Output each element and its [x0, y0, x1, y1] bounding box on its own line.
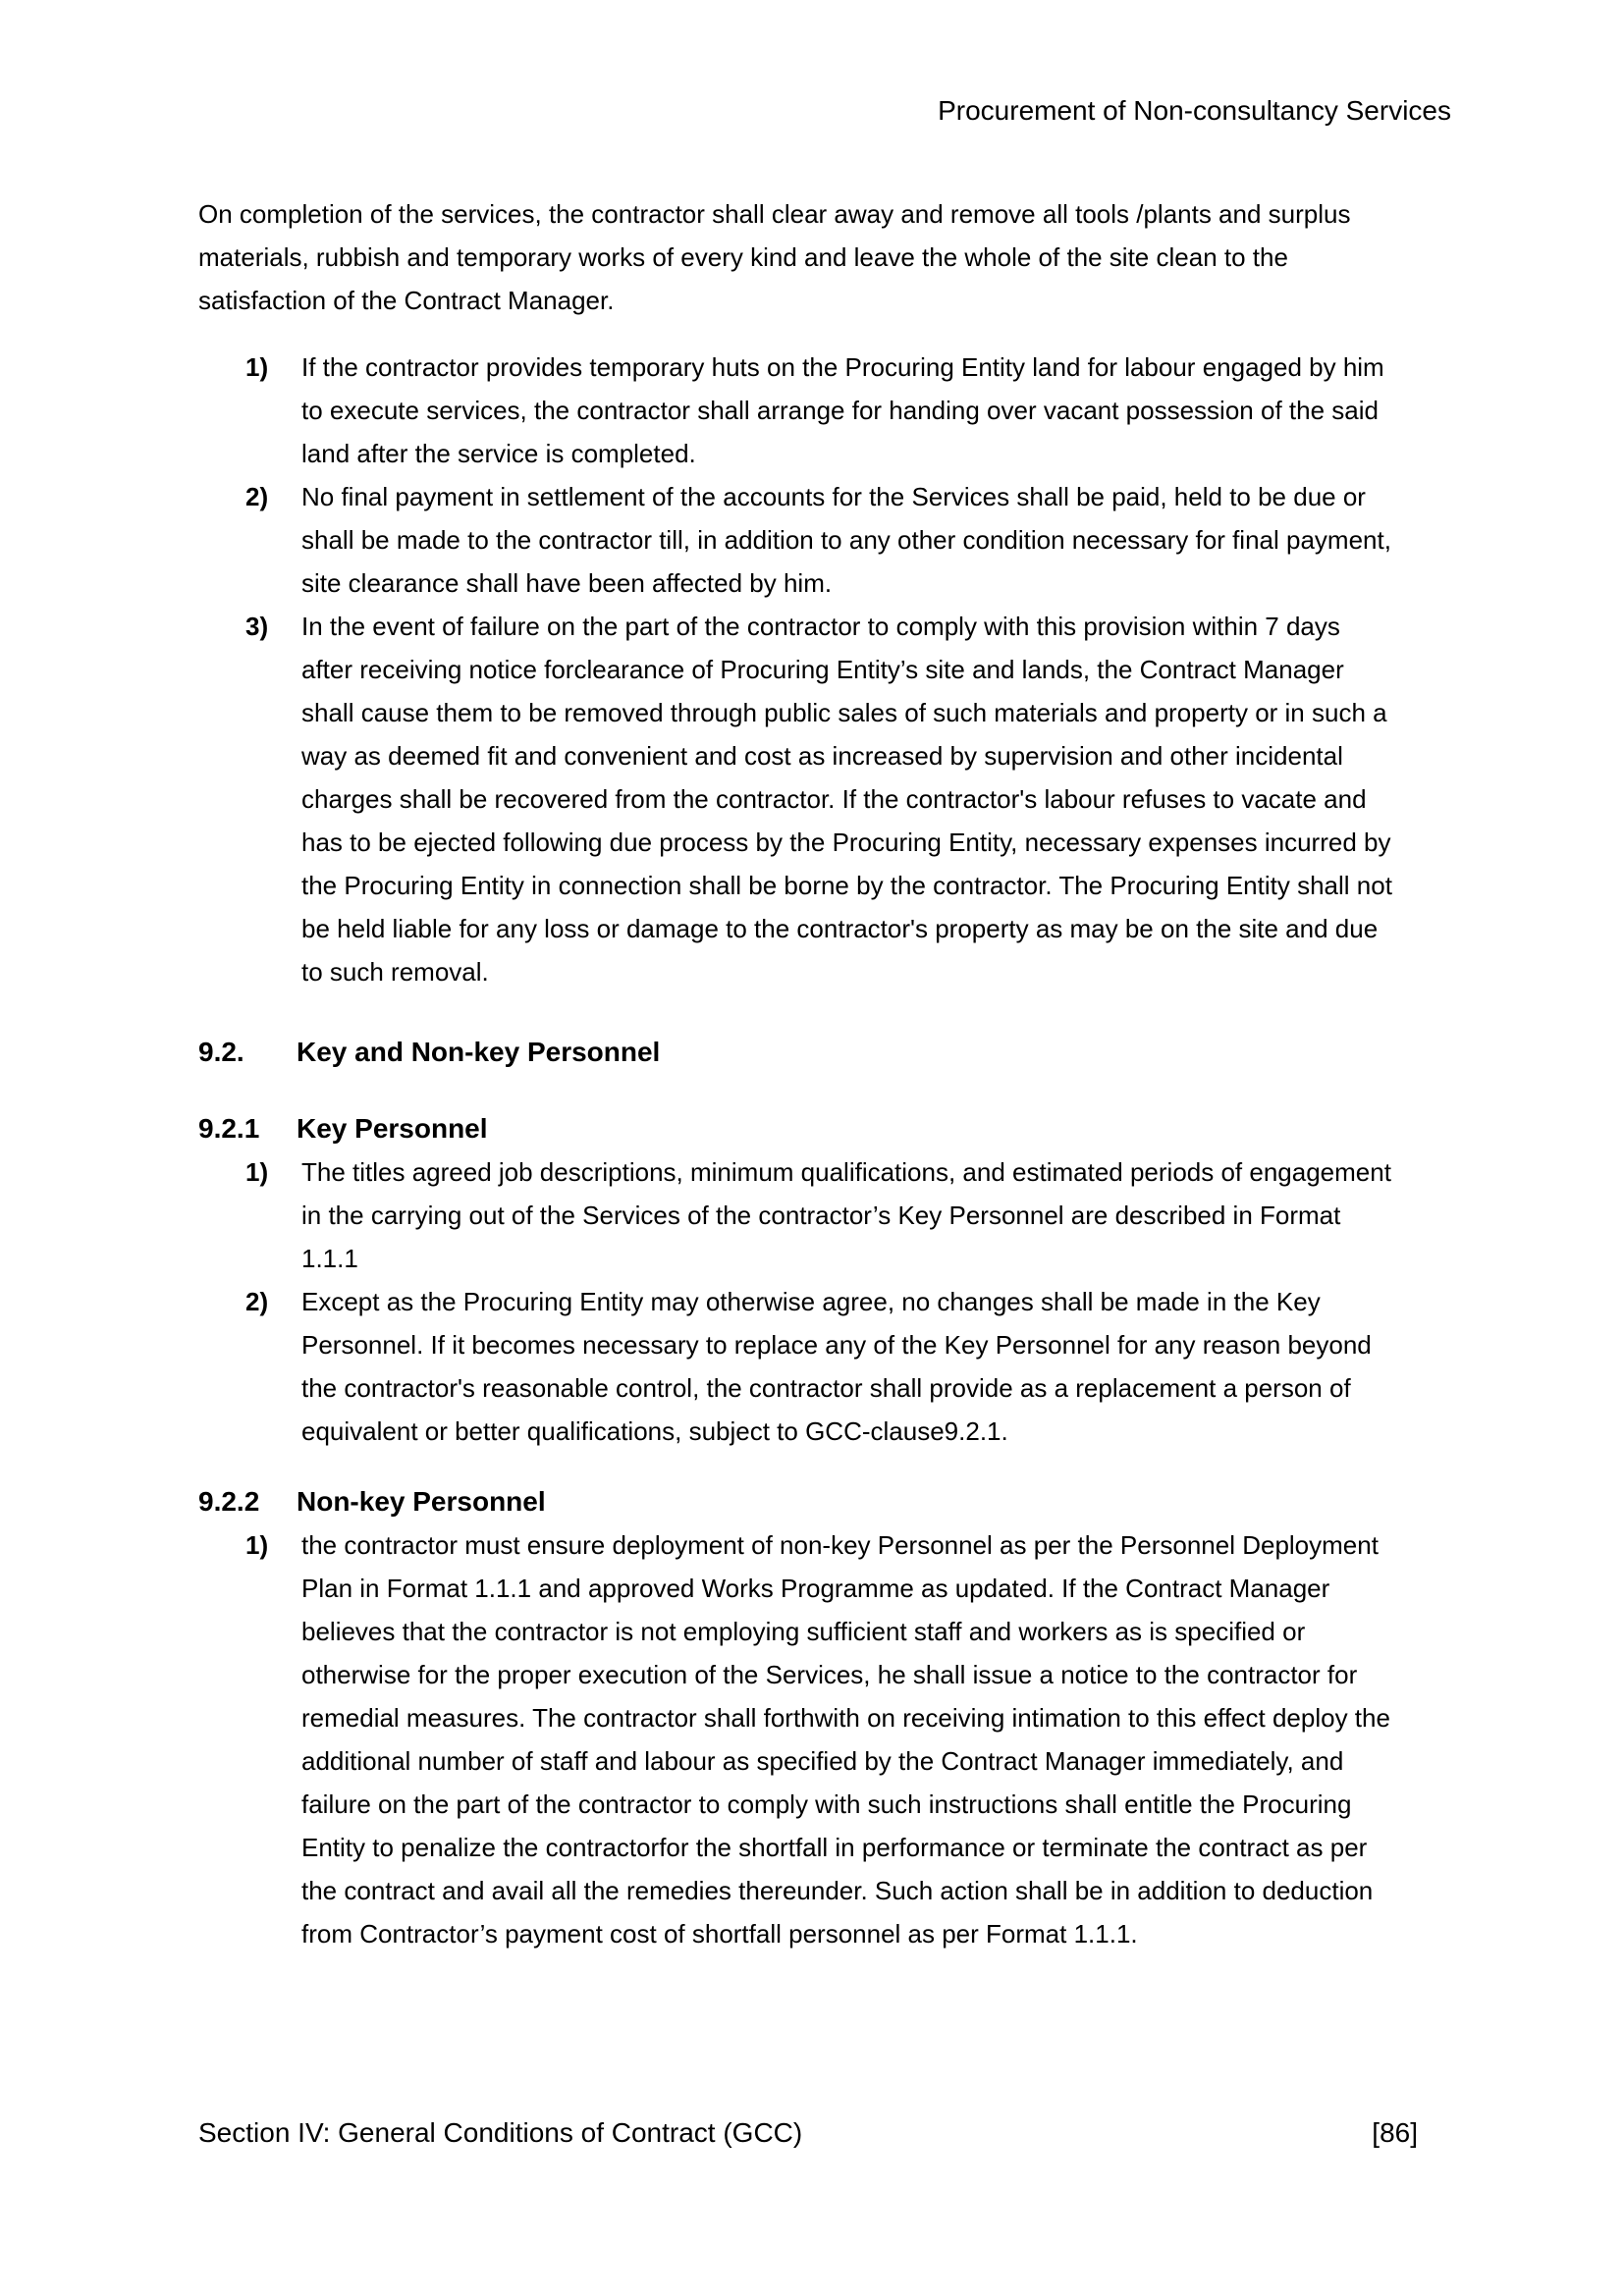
section-heading-9-2-1 [198, 1107, 1457, 1150]
list-item-text: If the contractor provides temporary huts on the Procuring Entity land for labour engaged by him to execute services, the contractor shall arrange for handing over vacant possession of the said land after the service is completed. [301, 352, 1384, 468]
page-content [198, 192, 1457, 1955]
list-item [245, 1280, 1457, 1453]
list-item [245, 1523, 1457, 1955]
section-heading-9-2-2 [198, 1480, 1457, 1523]
page-footer [198, 2116, 1418, 2150]
list-item-marker: 1) [245, 1530, 269, 1560]
heading-title: Key and Non-key Personnel [297, 1037, 661, 1067]
list-item-text: In the event of failure on the part of the contractor to comply with this provision within 7 days after receiving notice forclearance of Procuring Entity’s site and lands, the Contract Manager shall cause them to be removed through public sales of such materials and property or in such a way as deemed fit and convenient and cost as increased by supervision and other incidental charges shall be recovered from the contractor. If the contractor's labour refuses to vacate and has to be ejected following due process by the Procuring Entity, necessary expenses incurred by the Procuring Entity in connection shall be borne by the contractor. The Procuring Entity shall not be held liable for any loss or damage to the contractor's property as may be on the site and due to such removal. [301, 612, 1392, 987]
list-item-marker: 2) [245, 482, 269, 511]
list-item-text: The titles agreed job descriptions, minimum qualifications, and estimated periods of engagement in the carrying out of the Services of the contractor’s Key Personnel are described in Format 1.1.1 [301, 1157, 1391, 1273]
footer-section-label: Section IV: General Conditions of Contract (GCC) [198, 2117, 803, 2148]
list-item-marker: 1) [245, 1157, 269, 1187]
list-item-text: Except as the Procuring Entity may otherwise agree, no changes shall be made in the Key Personnel. If it becomes necessary to replace any of the Key Personnel for any reason beyond the contractor's reasonable control, the contractor shall provide as a replacement a person of equivalent or better qualifications, subject to GCC-clause9.2.1. [301, 1287, 1372, 1446]
list-item [245, 1150, 1457, 1280]
list-item-text: No final payment in settlement of the accounts for the Services shall be paid, held to be due or shall be made to the contractor till, in addition to any other condition necessary for final payment, site clearance shall have been affected by him. [301, 482, 1391, 598]
heading-title: Key Personnel [297, 1113, 488, 1144]
list-item-marker: 1) [245, 352, 269, 382]
list-item [245, 475, 1457, 605]
page-number: [86] [1372, 2117, 1418, 2148]
section-heading-9-2 [198, 1031, 1457, 1074]
list-item-marker: 3) [245, 612, 269, 641]
list-item [245, 605, 1457, 993]
list-item-text: the contractor must ensure deployment of non-key Personnel as per the Personnel Deployment Plan in Format 1.1.1 and approved Works Programme as updated. If the Contract Manager believes that the contractor is not employing sufficient staff and workers as is specified or otherwise for the proper execution of the Services, he shall issue a notice to the contractor for remedial measures. The contractor shall forthwith on receiving intimation to this effect deploy the additional number of staff and labour as specified by the Contract Manager immediately, and failure on the part of the contractor to comply with such instructions shall entitle the Procuring Entity to penalize the contractorfor the shortfall in performance or terminate the contract as per the contract and avail all the remedies thereunder. Such action shall be in addition to deduction from Contractor’s payment cost of shortfall personnel as per Format 1.1.1. [301, 1530, 1390, 1949]
non-key-personnel-list [198, 1523, 1457, 1955]
heading-number: 9.2.1 [198, 1113, 260, 1144]
heading-title: Non-key Personnel [297, 1486, 546, 1517]
key-personnel-list [198, 1150, 1457, 1453]
page-header: Procurement of Non-consultancy Services [938, 95, 1451, 126]
list-item [245, 346, 1457, 475]
intro-paragraph: On completion of the services, the contractor shall clear away and remove all tools /plants and surplus materials, rubbish and temporary works of every kind and leave the whole of the site clean to the satisfaction of the Contract Manager. [198, 199, 1351, 315]
list-item-marker: 2) [245, 1287, 269, 1316]
site-clearance-list [198, 346, 1457, 993]
heading-number: 9.2.2 [198, 1486, 260, 1517]
heading-number: 9.2. [198, 1037, 244, 1067]
